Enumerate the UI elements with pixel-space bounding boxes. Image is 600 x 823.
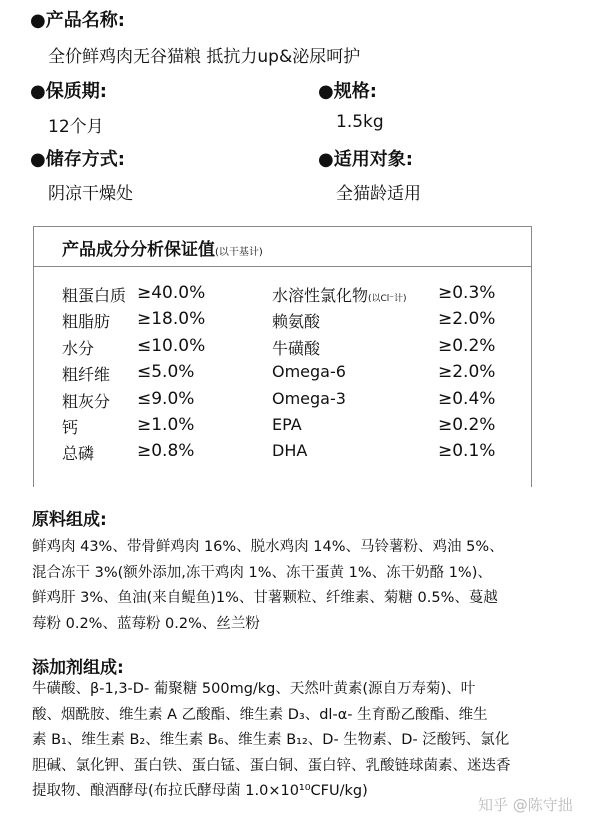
analysis-title-note: (以干基计) [215,247,263,258]
text-line: 酸、烟酰胺、维生素 A 乙酸酯、维生素 D₃、dl-α- 生育酚乙酸酯、维生 [32,706,488,723]
nutrient-value: ≥40.0% [137,283,206,303]
nutrient-value: ≤5.0% [137,362,195,383]
nutrient-name: 总磷 [62,444,95,464]
nutrient-value: ≥0.3% [438,283,496,303]
text-line: 鲜鸡肉 43%、带骨鲜鸡肉 16%、脱水鸡肉 14%、马铃薯粉、鸡油 5%、 [32,539,504,555]
nutrient-name [272,389,346,408]
analysis-title [62,235,263,260]
text-line: 混合冻干 3%(额外添加,冻干鸡肉 1%、冻干蛋黄 1%、冻干奶酪 1%)、 [32,564,492,581]
text-line: 牛磺酸、β-1,3-D- 葡聚糖 500mg/kg、天然叶黄素(源自万寿菊)、叶 [32,681,476,697]
nutrient-value: ≤10.0% [137,335,206,356]
nutrient-value: ≥0.1% [438,441,496,462]
product-name-label: ●产品名称: [30,10,125,31]
nutrient-value: ≥0.4% [438,388,496,409]
storage-label: ●储存方式: [30,149,125,170]
text-line: 鲜鸡肝 3%、鱼油(来自鳀鱼)1%、甘薯颗粒、纤维素、菊糖 0.5%、蔓越 [32,590,498,607]
analysis-row [34,336,531,362]
nutrient-value: ≥18.0% [137,309,206,330]
spec-label: ●规格: [318,81,377,102]
analysis-row [34,389,531,415]
additives-title: 添加剂组成: [32,658,124,678]
nutrient-name [272,309,320,332]
spec-value: 1.5kg [336,112,384,132]
nutrient-value: ≥2.0% [438,362,496,383]
nutrient-name [272,336,320,359]
shelf-life-value: 12个月 [48,117,104,137]
ingredients-title: 原料组成: [32,510,107,530]
analysis-row [34,415,531,441]
text-line: 莓粉 0.2%、蓝莓粉 0.2%、丝兰粉 [32,615,260,632]
analysis-row [34,362,531,388]
nutrient-name [272,441,307,460]
storage-value: 阴凉干燥处 [48,184,133,204]
text-line: 素 B₁、维生素 B₂、维生素 B₆、维生素 B₁₂、D- 生物素、D- 泛酸钙、氯化 [32,732,510,749]
nutrient-name-text: Omega-6 [272,362,346,382]
nutrient-name-text: DHA [272,441,308,461]
nutrient-name-text: Omega-3 [272,388,346,408]
nutrient-name-text: 牛磺酸 [272,338,321,358]
shelf-life-label: ●保质期: [30,81,107,102]
nutrient-value: ≥2.0% [438,309,496,330]
target-label: ●适用对象: [318,149,413,170]
product-name-value: 全价鲜鸡肉无谷猫粮 抵抗力up&泌尿呵护 [48,47,361,67]
nutrient-name-text: EPA [272,415,302,434]
ingredients-text [32,535,504,637]
nutrient-name: 水分 [62,338,95,358]
nutrient-name: 粗蛋白质 [62,286,127,305]
nutrient-value: ≥0.2% [438,335,496,356]
nutrient-name-text: 水溶性氯化物 [272,286,369,305]
analysis-row [34,283,531,309]
nutrient-value: ≥0.8% [137,441,195,462]
text-line: 提取物、酿酒酵母(布拉氏酵母菌 1.0×10¹⁰CFU/kg) [32,783,368,800]
analysis-header [34,227,531,267]
analysis-row [34,309,531,335]
nutrient-note: (以Cl⁻计) [368,294,407,304]
nutrient-name [272,283,407,306]
nutrient-name [272,415,302,434]
analysis-row [34,441,531,467]
nutrient-value: ≥0.2% [438,415,496,435]
nutrient-name-text: 赖氨酸 [272,312,321,332]
text-line: 胆碱、氯化钾、蛋白铁、蛋白锰、蛋白铜、蛋白锌、乳酸链球菌素、迷迭香 [32,757,511,774]
nutrient-value: ≥1.0% [137,415,195,435]
nutrient-name: 钙 [62,418,79,437]
analysis-table [33,226,532,487]
analysis-title-text: 产品成分分析保证值 [62,240,215,260]
additives-text [32,677,511,805]
watermark: 知乎 @陈守拙 [478,796,573,814]
nutrient-name: 粗灰分 [62,391,111,411]
nutrient-value: ≤9.0% [137,388,195,409]
nutrient-name: 粗纤维 [62,365,111,385]
target-value: 全猫龄适用 [336,184,421,204]
nutrient-name [272,362,346,381]
nutrient-name: 粗脂肪 [62,312,111,332]
